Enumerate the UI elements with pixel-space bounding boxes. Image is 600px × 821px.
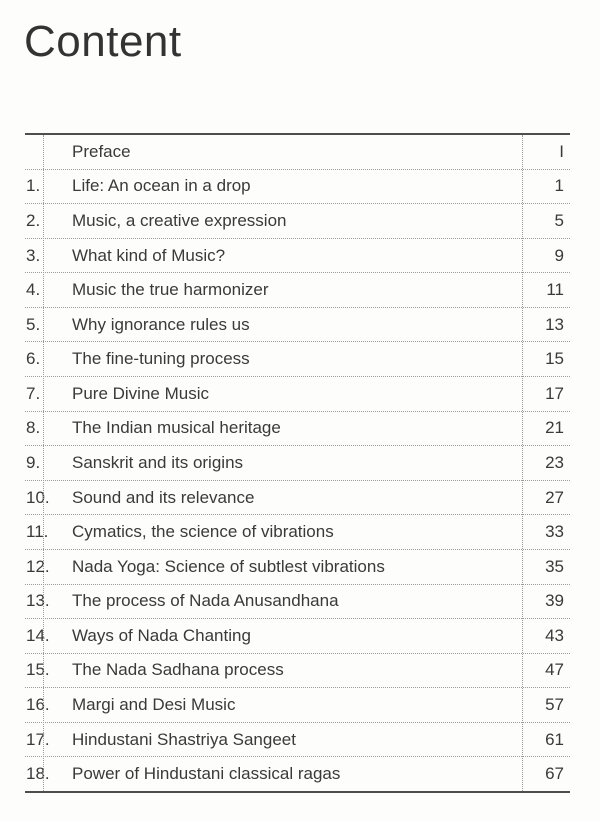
toc-row-title: Music, a creative expression	[72, 210, 287, 230]
toc-row-title: Preface	[72, 141, 131, 161]
toc-row	[25, 204, 570, 239]
toc-row-title: Power of Hindustani classical ragas	[72, 764, 341, 784]
toc-row-title: The fine-tuning process	[72, 349, 250, 369]
toc-row-number: 9.	[26, 452, 41, 472]
toc-row-number: 18.	[26, 764, 50, 784]
toc-row	[25, 412, 570, 447]
toc-table-body	[25, 135, 570, 791]
toc-row-title: Life: An ocean in a drop	[72, 176, 251, 196]
toc-row	[25, 481, 570, 516]
toc-row	[25, 308, 570, 343]
toc-row-page-number: 47	[545, 660, 564, 680]
toc-row	[25, 515, 570, 550]
toc-row-page-number: 43	[545, 625, 564, 645]
toc-row	[25, 342, 570, 377]
toc-row	[25, 135, 570, 170]
toc-row-title: The Nada Sadhana process	[72, 660, 284, 680]
toc-row-title: Sound and its relevance	[72, 487, 255, 507]
toc-row-number: 8.	[26, 418, 41, 438]
toc-row	[25, 170, 570, 205]
toc-row-page-number: 15	[545, 349, 564, 369]
toc-row-number: 1.	[26, 176, 41, 196]
toc-row-title: Cymatics, the science of vibrations	[72, 522, 334, 542]
toc-row-page-number: 39	[545, 591, 564, 611]
toc-row	[25, 239, 570, 274]
toc-row-title: The Indian musical heritage	[72, 418, 281, 438]
toc-row-page-number: 17	[545, 383, 564, 403]
toc-row	[25, 550, 570, 585]
toc-row	[25, 619, 570, 654]
toc-row-title: Why ignorance rules us	[72, 314, 250, 334]
toc-row	[25, 585, 570, 620]
toc-row-page-number: 11	[546, 280, 564, 300]
toc-row-page-number: I	[559, 141, 564, 161]
toc-row-number: 3.	[26, 245, 41, 265]
toc-row-number: 15.	[26, 660, 50, 680]
toc-row-page-number: 9	[554, 245, 564, 265]
toc-row	[25, 377, 570, 412]
toc-row-page-number: 5	[554, 210, 564, 230]
toc-row-number: 13.	[26, 591, 50, 611]
toc-row	[25, 757, 570, 791]
toc-row-title: Nada Yoga: Science of subtlest vibrations	[72, 556, 385, 576]
toc-row	[25, 723, 570, 758]
toc-row-title: Hindustani Shastriya Sangeet	[72, 729, 296, 749]
toc-row-title: What kind of Music?	[72, 245, 226, 265]
toc-row-page-number: 27	[545, 487, 564, 507]
toc-row-title: The process of Nada Anusandhana	[72, 591, 339, 611]
toc-row	[25, 273, 570, 308]
toc-row-number: 16.	[26, 695, 50, 715]
toc-row	[25, 688, 570, 723]
column-rule-left	[43, 135, 44, 791]
toc-row-page-number: 13	[545, 314, 564, 334]
toc-row-page-number: 1	[554, 176, 564, 196]
toc-row-number: 10.	[26, 487, 50, 507]
toc-row	[25, 654, 570, 689]
toc-row-number: 7.	[26, 383, 41, 403]
toc-row-title: Music the true harmonizer	[72, 280, 269, 300]
toc-row-number: 4.	[26, 280, 41, 300]
toc-row-number: 14.	[26, 625, 50, 645]
toc-row-number: 12.	[26, 556, 50, 576]
toc-row	[25, 446, 570, 481]
toc-row-page-number: 67	[545, 764, 564, 784]
toc-table	[25, 133, 570, 793]
toc-row-number: 5.	[26, 314, 41, 334]
toc-row-page-number: 57	[545, 695, 564, 715]
toc-row-number: 11.	[26, 522, 49, 542]
toc-row-page-number: 61	[545, 729, 564, 749]
page-title: Content	[24, 17, 182, 66]
toc-row-page-number: 35	[545, 556, 564, 576]
toc-row-title: Sanskrit and its origins	[72, 452, 244, 472]
toc-row-title: Margi and Desi Music	[72, 695, 236, 715]
toc-row-page-number: 33	[545, 522, 564, 542]
toc-row-page-number: 23	[545, 452, 564, 472]
column-rule-right	[522, 135, 523, 791]
toc-row-number: 6.	[26, 349, 41, 369]
toc-row-title: Pure Divine Music	[72, 383, 209, 403]
toc-row-number: 17.	[26, 729, 50, 749]
toc-row-number: 2.	[26, 210, 41, 230]
toc-row-page-number: 21	[545, 418, 564, 438]
toc-row-title: Ways of Nada Chanting	[72, 625, 251, 645]
